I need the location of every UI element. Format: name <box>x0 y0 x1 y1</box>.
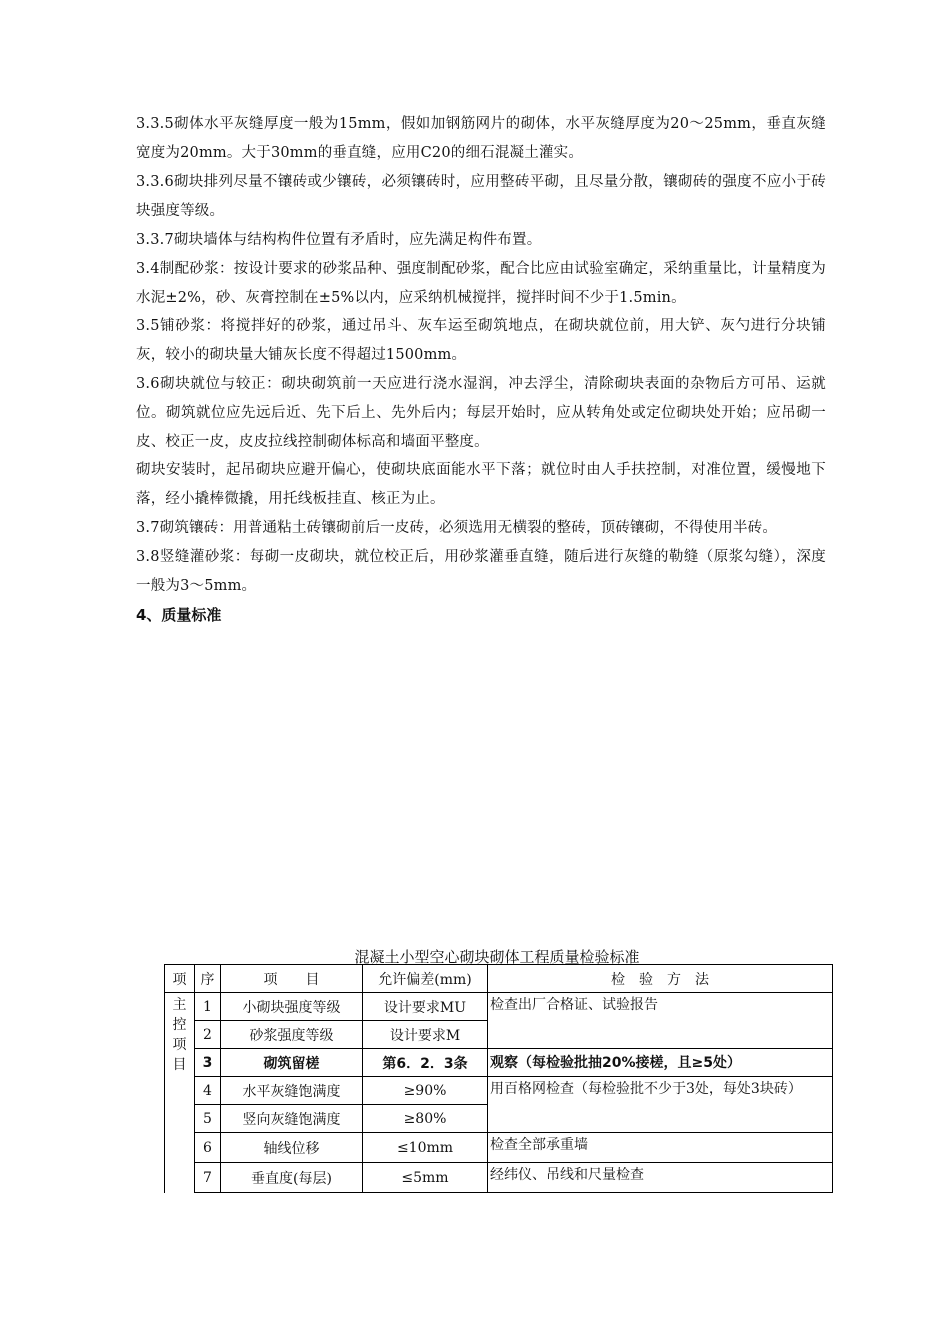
quality-standard-table <box>164 964 833 1193</box>
row-tolerance: ≥80% <box>363 1105 488 1133</box>
row-item: 竖向灰缝饱满度 <box>221 1105 363 1133</box>
row-method: 检查全部承重墙 <box>488 1133 833 1163</box>
row-item: 水平灰缝饱满度 <box>221 1077 363 1105</box>
row-method: 观察（每检验批抽20%接槎，且≥5处） <box>488 1049 833 1077</box>
table-row <box>165 1077 833 1105</box>
category-cell <box>165 993 195 1077</box>
paragraph-3-4: 3.4制配砂浆：按设计要求的砂浆品种、强度制配砂浆，配合比应由试验室确定，采纳重量比，计量精度为水泥±2%，砂、灰膏控制在±5%以内，应采纳机械搅拌，搅拌时间不少于1.5min。 <box>136 261 826 306</box>
row-no: 1 <box>195 993 221 1021</box>
paragraph-3-3-6: 3.3.6砌块排列尽量不镶砖或少镶砖，必须镶砖时，应用整砖平砌，且尽量分散，镶砌砖的强度不应小于砖块强度等级。 <box>136 174 826 219</box>
row-item: 轴线位移 <box>221 1133 363 1163</box>
row-no: 4 <box>195 1077 221 1105</box>
row-no: 3 <box>195 1049 221 1077</box>
row-item: 小砌块强度等级 <box>221 993 363 1021</box>
row-no: 6 <box>195 1133 221 1163</box>
row-tolerance: ≥90% <box>363 1077 488 1105</box>
row-no: 2 <box>195 1021 221 1049</box>
row-method: 用百格网检查（每检验批不少于3处，每处3块砖） <box>488 1077 833 1133</box>
table-row <box>165 1049 833 1077</box>
header-no: 序 <box>195 965 221 993</box>
row-tolerance: 设计要求M <box>363 1021 488 1049</box>
row-tolerance: 第6．2．3条 <box>363 1049 488 1077</box>
table-title: 混凝土小型空心砌块砌体工程质量检验标准 <box>354 948 640 966</box>
header-category: 项 <box>165 965 195 993</box>
table-row <box>165 1133 833 1163</box>
row-tolerance: ≤10mm <box>363 1133 488 1163</box>
row-method: 经纬仪、吊线和尺量检查 <box>488 1163 833 1193</box>
header-method: 检 验 方 法 <box>488 965 833 993</box>
section-heading: 4、质量标准 <box>136 606 222 624</box>
header-tolerance: 允许偏差(mm) <box>363 965 488 993</box>
paragraph-3-8: 3.8竖缝灌砂浆：每砌一皮砌块，就位校正后，用砂浆灌垂直缝，随后进行灰缝的勒缝（原浆勾缝），深度一般为3～5mm。 <box>136 549 826 594</box>
category-continuation <box>165 1077 195 1193</box>
row-item: 砂浆强度等级 <box>221 1021 363 1049</box>
paragraph-3-5: 3.5铺砂浆：将搅拌好的砂浆，通过吊斗、灰车运至砌筑地点，在砌块就位前，用大铲、灰勺进行分块铺灰，较小的砌块量大铺灰长度不得超过1500mm。 <box>136 318 826 363</box>
category-label: 主控项目 <box>172 997 187 1073</box>
table-row <box>165 1163 833 1193</box>
row-item: 砌筑留槎 <box>221 1049 363 1077</box>
row-method: 检查出厂合格证、试验报告 <box>488 993 833 1049</box>
paragraph-3-6: 3.6砌块就位与较正：砌块砌筑前一天应进行浇水湿润，冲去浮尘，清除砌块表面的杂物后方可吊、运就位。砌筑就位应先远后近、先下后上、先外后内；每层开始时，应从转角处或定位砌块处开始；应吊砌一皮、校正一皮，皮皮拉线控制砌体标高和墙面平整度。 <box>136 376 826 450</box>
paragraph-block-install: 砌块安装时，起吊砌块应避开偏心，使砌块底面能水平下落；就位时由人手扶控制，对准位置，缓慢地下落，经小撬棒微撬，用托线板挂直、核正为止。 <box>136 462 826 507</box>
row-item: 垂直度(每层) <box>221 1163 363 1193</box>
table-row <box>165 993 833 1021</box>
row-no: 7 <box>195 1163 221 1193</box>
paragraph-3-3-7: 3.3.7砌块墙体与结构构件位置有矛盾时，应先满足构件布置。 <box>136 232 542 248</box>
row-tolerance: ≤5mm <box>363 1163 488 1193</box>
row-tolerance: 设计要求MU <box>363 993 488 1021</box>
row-no: 5 <box>195 1105 221 1133</box>
table-header-row <box>165 965 833 993</box>
header-item: 项 目 <box>221 965 363 993</box>
paragraph-3-7: 3.7砌筑镶砖：用普通粘土砖镶砌前后一皮砖，必须选用无横裂的整砖，顶砖镶砌，不得使用半砖。 <box>136 520 778 536</box>
paragraph-3-3-5: 3.3.5砌体水平灰缝厚度一般为15mm，假如加钢筋网片的砌体，水平灰缝厚度为20～25mm，垂直灰缝宽度为20mm。大于30mm的垂直缝，应用C20的细石混凝土灌实。 <box>136 116 826 161</box>
